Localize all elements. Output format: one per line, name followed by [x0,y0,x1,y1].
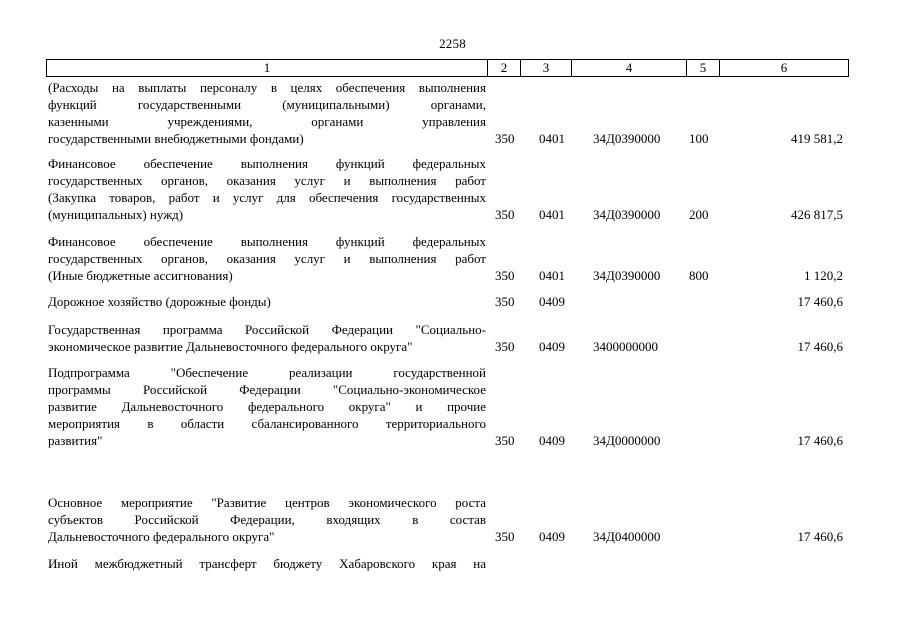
cell-amount: 1 120,2 [804,268,843,283]
cell-target-article: 34Д0390000 [593,268,661,283]
description-line: (муниципальных) нужд) [48,207,184,222]
column-header-6: 6 [720,60,849,77]
cell-expense-type: 100 [689,131,709,146]
description-line: государственными внебюджетными фондами) [48,131,304,146]
table-row [0,555,905,572]
description-line: (Закупка товаров, работ и услуг для обеспечения государственных [48,190,486,205]
cell-section-code: 0401 [539,207,565,222]
table-row [0,233,905,284]
cell-amount: 17 460,6 [797,339,843,354]
column-header-row [47,60,849,77]
row-description [48,321,486,355]
table-row [0,494,905,545]
cell-amount: 17 460,6 [797,529,843,544]
table-row [0,79,905,147]
row-description [48,155,486,223]
description-line: государственных органов, оказания услуг и выполнения работ [48,173,486,188]
description-line: Государственная программа Российской Федерации "Социально- [48,322,486,337]
table-row [0,364,905,449]
description-line: субъектов Российской Федерации, входящих в состав [48,512,486,527]
description-line: государственных органов, оказания услуг и выполнения работ [48,251,486,266]
page-number: 2258 [439,36,466,51]
cell-admin-code: 350 [495,339,515,354]
cell-admin-code: 350 [495,433,515,448]
description-line: программы Российской Федерации "Социально-экономическое [48,382,486,397]
cell-section-code: 0409 [539,433,565,448]
column-header-3: 3 [521,60,572,77]
cell-admin-code: 350 [495,207,515,222]
row-description [48,79,486,147]
row-description [48,364,486,449]
description-line: Финансовое обеспечение выполнения функций федеральных [48,234,486,249]
cell-section-code: 0409 [539,529,565,544]
cell-target-article: 34Д0390000 [593,131,661,146]
column-header-1: 1 [47,60,488,77]
description-line: функций государственными (муниципальными) органами, [48,97,486,112]
description-line: Подпрограмма "Обеспечение реализации государственной [48,365,486,380]
column-header-table [46,59,849,77]
cell-section-code: 0401 [539,268,565,283]
row-description [48,494,486,545]
description-line: Дальневосточного федерального округа" [48,529,275,544]
cell-expense-type: 200 [689,207,709,222]
cell-section-code: 0409 [539,339,565,354]
description-line: казенными учреждениями, органами управления [48,114,486,129]
table-row [0,293,905,310]
description-line: развитие Дальневосточного федерального округа" и прочие [48,399,486,414]
cell-expense-type: 800 [689,268,709,283]
cell-section-code: 0401 [539,131,565,146]
cell-target-article: 34Д0390000 [593,207,661,222]
cell-target-article: 34Д0000000 [593,433,661,448]
description-line: экономическое развитие Дальневосточного федерального округа" [48,339,413,354]
cell-target-article: 34Д0400000 [593,529,661,544]
description-line: развития" [48,433,103,448]
cell-section-code: 0409 [539,294,565,309]
column-header-5: 5 [687,60,720,77]
description-line: Дорожное хозяйство (дорожные фонды) [48,294,271,309]
cell-target-article: 3400000000 [593,339,658,354]
description-line: (Расходы на выплаты персоналу в целях обеспечения выполнения [48,80,486,95]
cell-admin-code: 350 [495,268,515,283]
cell-amount: 17 460,6 [797,433,843,448]
row-description [48,293,486,310]
cell-admin-code: 350 [495,294,515,309]
description-line: Иной межбюджетный трансферт бюджету Хабаровского края на [48,556,486,571]
table-row [0,155,905,223]
cell-admin-code: 350 [495,131,515,146]
row-description [48,555,486,572]
description-line: (Иные бюджетные ассигнования) [48,268,233,283]
column-header-2: 2 [488,60,521,77]
description-line: Основное мероприятие "Развитие центров экономического роста [48,495,486,510]
cell-admin-code: 350 [495,529,515,544]
table-row [0,321,905,355]
row-description [48,233,486,284]
column-header-4: 4 [572,60,687,77]
cell-amount: 419 581,2 [791,131,843,146]
cell-amount: 17 460,6 [797,294,843,309]
cell-amount: 426 817,5 [791,207,843,222]
description-line: Финансовое обеспечение выполнения функций федеральных [48,156,486,171]
description-line: мероприятия в области сбалансированного территориального [48,416,486,431]
